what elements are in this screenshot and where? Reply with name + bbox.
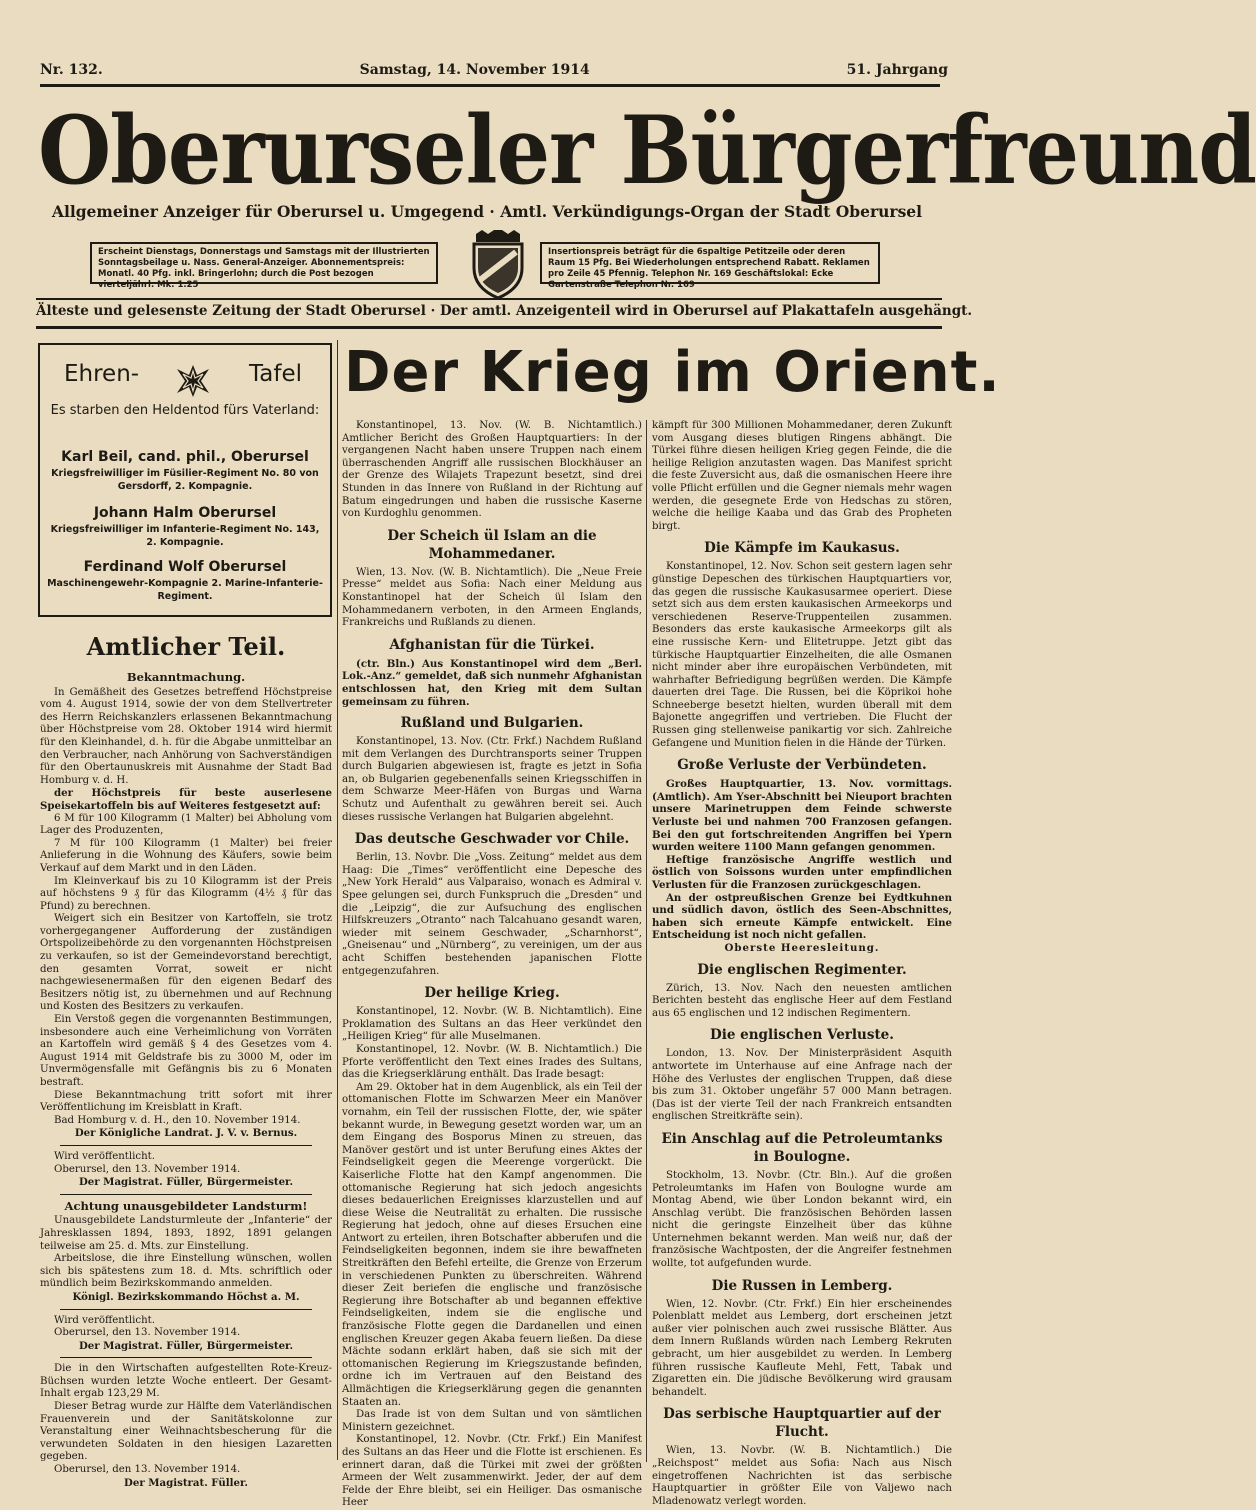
article-paragraph: Wien, 13. Nov. (W. B. Nichtamtlich). Die „Neue Freie Presse“ meldet aus Sofia: Nach einer Meldung aus Konstantinopel hat der Scheich ül Islam den Mohammedanern verboten, in den Armeen Englands, Frankreichs und Rußlands zu dienen.: [342, 566, 642, 629]
volume: 51. Jahrgang: [846, 62, 948, 78]
article-paragraph: Berlin, 13. Novbr. Die „Voss. Zeitung“ meldet aus dem Haag: Die „Times“ veröffentlicht eine Depesche des „New York Herald“ aus Valparaiso, wonach es Admiral v. Spee gelungen sei, durch Funkspruch die „Dresden“ und die „Leipzig“, die zur Aufsuchung des englischen Hilfskreuzers „Otranto“ nach Talcahuano gesandt waren, wieder mit seinem Geschwader, „Scharnhorst“, „Gneisenau“ und „Nürnberg“, zu vereinigen, um der aus acht Schiffen bestehenden japanischen Flotte entgegenzufahren.: [342, 852, 642, 977]
article-heading: Der Scheich ül Islam an die Mohammedaner.: [387, 527, 597, 562]
article-paragraph: Zürich, 13. Nov. Nach den neuesten amtlichen Berichten besteht das englische Heer auf dem Festland aus 65 englischen und 12 indischen Regimentern.: [652, 982, 952, 1019]
masthead-title: Oberurseler Bürgerfreund: [38, 94, 1256, 206]
article-heading: Die Russen in Lemberg.: [711, 1277, 893, 1294]
article-paragraph: kämpft für 300 Millionen Mohammedaner, deren Zukunft vom Ausgang dieses blutigen Ringens abhängt. Die Türkei führe diesen heiligen Krieg gegen Feinde, die die heilige Religion anzutasten wagen. Das Manifest spricht die feste Zuversicht aus, daß die osmanischen Heere ihre volle Pflicht erfüllen und die Gegner niemals mehr wagen werden, die gesegnete Erde von Hedschas zu stören, welche die heilige Kaaba und das Grab des Propheten birgt.: [652, 420, 952, 532]
article-paragraph: Am 29. Oktober hat in dem Augenblick, als ein Teil der ottomanischen Flotte im Schwarzen Meer ein Manöver vornahm, ein Teil der russischen Flotte, der, wie später bekannt wurde, in Bewegung gesetzt worden war, um an dem Eingang des Bosporus Minen zu streuen, das Manöver gestört und ist unter Berufung eines Aktes der Feindseligkeit gegen die Meerenge vorgerückt. Die Kaiserliche Flotte hat den Kampf angenommen. Die ottomanische Regierung hat sich jedoch angesichts dieses bedauerlichen Ereignisses klarzustellen und auf diese Weise die Neutralität zu erhalten. Die russische Regierung hat jedoch, ohne auf dieses Ersuchen eine Antwort zu erteilen, ihren Botschafter abberufen und die Feindseligkeiten begonnen, indem sie ihre bewaffneten Streitkräften den Befehl erteilte, die Grenze von Erzerum in verschiedenen Punkten zu überschreiten. Während dieser Zeit beriefen die englische und französische Regierung ihre Botschafter ab und begannen effektive Feindseligkeiten, indem sie die englische und französische Flotte gegen die Dardanellen und einen englischen Kreuzer gegen Akaba feuern ließen. Da diese Mächte sodann erklärt haben, daß sie sich mit der ottomanischen Regierung im Kriegszustande befinden, ordne ich im Vertrauen auf den Beistand des Allmächtigen die Kriegserklärung gegen die genannten Staaten an.: [342, 1081, 642, 1408]
main-headline: Der Krieg im Orient.: [344, 340, 1001, 405]
article-paragraph: Konstantinopel, 13. Nov. (Ctr. Frkf.) Nachdem Rußland mit dem Verlangen des Durchtransports seiner Truppen durch Bulgarien abgewiesen ist, fragte es jetzt in Sofia an, ob Bulgarien gegebenenfalls seinen Kriegsschiffen in dem Schwarze Meer-Häfen von Burgas und Warna Schutz und Aufenthalt zu gewähren bereit sei. Auch dieses russische Verlangen hat Bulgarien abgelehnt.: [342, 736, 642, 823]
article-paragraph: Konstantinopel, 12. Novbr. (W. B. Nichtamtlich). Eine Proklamation des Sultans an das Heer verkündet den „Heiligen Krieg“ für alle Muselmanen.: [342, 1006, 642, 1043]
article-heading: Große Verluste der Verbündeten.: [677, 757, 927, 774]
article-paragraph: London, 13. Nov. Der Ministerpräsident Asquith antwortete im Unterhause auf eine Anfrage nach der Höhe des Verlustes der englischen Truppen, daß diese bis zum 31. Oktober ungefähr 57 000 Mann betragen. (Das ist der vierte Teil der nach Frankreich entsandten englischen Streitkräfte sein).: [652, 1048, 952, 1123]
issue-number: Nr. 132.: [40, 62, 103, 78]
divider: [60, 1309, 312, 1310]
honor-title-right: Tafel: [249, 361, 302, 387]
subscription-info-box: [90, 242, 438, 290]
masthead-top-rule: [40, 84, 940, 87]
honor-name-3: Ferdinand Wolf Oberursel: [83, 559, 287, 575]
article-paragraph: Heftige französische Angriffe westlich und östlich von Soissons wurden unter empfindlichen Verlusten für die Franzosen zurückgeschlagen.: [652, 853, 952, 891]
article-paragraph: Wien, 13. Novbr. (W. B. Nichtamtlich.) Die „Reichspost“ meldet aus Sofia: Nach aus Nisch eingetroffenen Nachrichten ist das serbische Hauptquartier in größter Eile von Valjewo nach Mladenowatz verlegt worden.: [652, 1445, 952, 1507]
article-paragraph: Wien, 12. Novbr. (Ctr. Frkf.) Ein hier erscheinendes Polenblatt meldet aus Lemberg, dort erscheinen jetzt außer vier polnischen auch zwei russische Blätter. Aus dem Innern Rußlands würden nach Lemberg Rekruten gebracht, um hier ausgebildet zu werden. In Lemberg führen russische Kaufleute Mehl, Fett, Tabak und Zigaretten ein. Die jüdische Bevölkerung wird grausam behandelt.: [652, 1298, 952, 1398]
publication-date: Oberursel, den 13. November 1914.: [54, 1327, 241, 1339]
army-command-signature: Oberste Heeresleitung.: [724, 941, 880, 954]
publication-note: Wird veröffentlicht.: [54, 1150, 156, 1162]
column-rule: [337, 340, 338, 1460]
red-cross-paragraph: Die in den Wirtschaften aufgestellten Rote-Kreuz-Büchsen wurden letzte Woche entleert. Der Gesamt-Inhalt ergab 123,29 M.: [40, 1363, 332, 1400]
bek-paragraph: Diese Bekanntmachung tritt sofort mit ihrer Veröffentlichung im Kreisblatt in Kraft.: [40, 1089, 332, 1114]
subscription-info-text: Erscheint Dienstags, Donnerstags und Samstags mit der Illustrierten Sonntagsbeilage u. Nass. General-Anzeiger. Abonnementspreis: Monatl. 40 Pfg. inkl. Bringerlohn; durch die Post bezogen vierteljährl. Mk. 1.25: [98, 247, 430, 290]
landsturm-title: Achtung unausgebildeter Landsturm!: [64, 1198, 308, 1213]
bek-paragraph: In Gemäßheit des Gesetzes betreffend Höchstpreise vom 4. August 1914, sowie der von dem Stellvertreter des Herrn Reichskanzlers erlassenen Bekanntmachung über Höchstpreise vom 28. Oktober 1914 wird hiermit für den Kleinhandel, d. h. für die Abgabe unmittelbar an den Verbraucher, nach Anhörung von Sachverständigen für den Obertaunuskreis mit Ausnahme der Stadt Bad Homburg v. d. H.: [40, 686, 332, 786]
bek-paragraph: 6 M für 100 Kilogramm (1 Malter) bei Abholung vom Lager des Produzenten,: [40, 812, 332, 837]
city-crest-icon: [468, 228, 528, 300]
bek-signature: Der Königliche Landrat. J. V. v. Bernus.: [74, 1127, 298, 1140]
article-paragraph: Konstantinopel, 13. Nov. (W. B. Nichtamtlich.) Amtlicher Bericht des Großen Hauptquartiers: In der vergangenen Nacht haben unsere Truppen nach einem überraschenden Angriff alle russischen Blockhäuser an der Grenze des Wilajets Trapezunt besetzt, sind drei Stunden in das Innere von Rußland in der Richtung auf Batum eingedrungen und haben die russische Kaserne von Kurdoghlu genommen.: [342, 420, 642, 520]
divider: [60, 1145, 312, 1146]
bek-paragraph: der Höchstpreis für beste auserlesene Speisekartoffeln bis auf Weiteres festgesetzt auf:: [40, 787, 332, 812]
official-section-title: Amtlicher Teil.: [86, 632, 286, 661]
dateline: [40, 58, 948, 82]
honor-detail-3: Maschinengewehr-Kompagnie 2. Marine-Infanterie-Regiment.: [47, 578, 323, 602]
honor-name-2: Johann Halm Oberursel: [93, 505, 277, 521]
bek-place: Bad Homburg v. d. H., den 10. November 1914.: [54, 1114, 301, 1126]
landsturm-signature: Königl. Bezirkskommando Höchst a. M.: [72, 1290, 300, 1303]
article-heading: Rußland und Bulgarien.: [400, 715, 584, 732]
honor-board: [38, 343, 332, 617]
publication-date: Oberursel, den 13. November 1914.: [54, 1163, 241, 1175]
war-column-middle: [342, 420, 642, 1509]
red-cross-signature: Der Magistrat. Füller.: [124, 1476, 248, 1489]
red-cross-date: Oberursel, den 13. November 1914.: [54, 1464, 241, 1476]
article-paragraph: Stockholm, 13. Novbr. (Ctr. Bln.). Auf die großen Petroleumtanks im Hafen von Boulogne wurde am Montag Abend, wie über London bekannt wird, ein Anschlag verübt. Die französischen Behörden lassen nicht die geringste Einzelheit über das kühne Unternehmen bekannt werden. Man weiß nur, daß der französische Wachtposten, der die Angreifer festnehmen wollte, tot aufgefunden wurde.: [652, 1169, 952, 1270]
article-heading: Ein Anschlag auf die Petroleumtanks in Boulogne.: [661, 1130, 943, 1165]
publication-note: Wird veröffentlicht.: [54, 1314, 156, 1326]
iron-cross-icon: [173, 361, 213, 401]
war-column-right: [652, 420, 952, 1507]
magistrate-signature: Der Magistrat. Füller, Bürgermeister.: [78, 1339, 294, 1352]
strap-bottom-rule: [36, 326, 942, 329]
magistrate-signature: Der Magistrat. Füller, Bürgermeister.: [78, 1176, 294, 1189]
honor-board-title: [40, 355, 330, 395]
honor-intro: Es starben den Heldentod fürs Vaterland:: [50, 403, 320, 418]
article-paragraph: Konstantinopel, 12. Novbr. (W. B. Nichtamtlich.) Die Pforte veröffentlicht den Text eines Irades des Sultans, das die Kriegserklärung enthält. Das Irade besagt:: [342, 1043, 642, 1081]
divider: [60, 1357, 312, 1358]
masthead-subtitle: Allgemeiner Anzeiger für Oberursel u. Umgegend · Amtl. Verkündigungs-Organ der Stadt Oberursel: [51, 202, 923, 221]
article-heading: Das deutsche Geschwader vor Chile.: [354, 831, 630, 848]
advertising-info-text: Insertionspreis beträgt für die 6spaltige Petitzeile oder deren Raum 15 Pfg. Bei Wiederholungen entsprechend Rabatt. Reklamen pro Zeile 45 Pfennig. Telephon Nr. 169 Geschäftslokal: Ecke Gartenstraße Telephon Nr. 169: [548, 247, 870, 290]
bek-paragraph: Im Kleinverkauf bis zu 10 Kilogramm ist der Preis auf höchstens 9 ₰ für das Kilogramm (4½ ₰ für das Pfund) zu berechnen.: [40, 875, 332, 912]
honor-detail-1: Kriegsfreiwilliger im Füsilier-Regiment No. 80 von Gersdorff, 2. Kompagnie.: [51, 468, 319, 492]
article-paragraph: Konstantinopel, 12. Nov. Schon seit gestern lagen sehr günstige Depeschen des türkischen Hauptquartiers vor, das gegen die russische Kaukasusarmee operiert. Diese setzt sich aus dem ersten kaukasischen Armeekorps und verschiedenen Reserve-Truppenteilen zusammen. Besonders das erste kaukasische Armeekorps gilt als eine russische Kern- und Elitetruppe. Jetzt gibt das türkische Hauptquartier Einzelheiten, die alle Osmanen nicht minder aber ihre europäischen Verbündeten, mit wahrhafter Befriedigung begrüßen werden. Die Kämpfe dauerten drei Tage. Die Russen, bei die Köprikoi hohe Schneeberge besetzt hielten, wurden überall mit dem Bajonette angegriffen und vertrieben. Die Flucht der Russen ging stellenweise panikartig vor sich. Zahlreiche Gefangene und Munition fielen in die Hände der Türken.: [652, 561, 952, 749]
issue-date: Samstag, 14. November 1914: [359, 62, 590, 78]
honor-title-left: Ehren-: [64, 361, 140, 387]
bek-title: Bekanntmachung.: [126, 670, 246, 684]
article-heading: Der heilige Krieg.: [424, 985, 560, 1002]
article-heading: Die Kämpfe im Kaukasus.: [704, 540, 900, 557]
official-column: [40, 668, 332, 1489]
article-paragraph: (ctr. Bln.) Aus Konstantinopel wird dem „Berl. Lok.-Anz.“ gemeldet, daß sich nunmehr Afghanistan entschlossen hat, den Krieg mit dem Sultan gemeinsam zu führen.: [342, 657, 642, 708]
divider: [60, 1194, 312, 1195]
bek-paragraph: Ein Verstoß gegen die vorgenannten Bestimmungen, insbesondere auch eine Verheimlichung von Vorräten an Kartoffeln wird gemäß § 4 des Gesetzes vom 4. August 1914 mit Geldstrafe bis zu 3000 M, oder im Unvermögensfalle mit Gefängnis bis zu 6 Monaten bestraft.: [40, 1014, 332, 1088]
article-paragraph: Das Irade ist von dem Sultan und von sämtlichen Ministern gezeichnet.: [342, 1409, 642, 1433]
article-paragraph: Großes Hauptquartier, 13. Nov. vormittags. (Amtlich). Am Yser-Abschnitt bei Nieuport brachten unsere Marinetruppen dem Feinde schwerste Verluste bei und nahmen 700 Franzosen gefangen. Bei den gut fortschreitenden Angriffen bei Ypern wurden weitere 1100 Mann gefangen genommen.: [652, 778, 952, 854]
bek-paragraph: 7 M für 100 Kilogramm (1 Malter) bei freier Anlieferung in die Wohnung des Käufers, sowie beim Verkauf auf dem Markt und in den Läden.: [40, 837, 332, 874]
red-cross-paragraph: Dieser Betrag wurde zur Hälfte dem Vaterländischen Frauenverein und der Sanitätskolonne zur Veranstaltung einer Weihnachtsbescherung für die verwundeten Soldaten in den hiesigen Lazaretten gegeben.: [40, 1401, 332, 1463]
article-paragraph: An der ostpreußischen Grenze bei Eydtkuhnen und südlich davon, östlich des Seen-Abschnittes, haben sich erneute Kämpfe entwickelt. Eine Entscheidung ist noch nicht gefallen.: [652, 891, 952, 942]
article-heading: Afghanistan für die Türkei.: [389, 636, 595, 653]
honor-detail-2: Kriegsfreiwilliger im Infanterie-Regiment No. 143, 2. Kompagnie.: [50, 524, 320, 548]
honor-name-1: Karl Beil, cand. phil., Oberursel: [61, 449, 309, 465]
article-heading: Das serbische Hauptquartier auf der Flucht.: [663, 1406, 941, 1441]
landsturm-paragraph: Unausgebildete Landsturmleute der „Infanterie“ der Jahresklassen 1894, 1893, 1892, 1891 gelangen teilweise am 25. d. Mts. zur Einstellung.: [40, 1215, 332, 1252]
strap-top-rule: [36, 298, 942, 300]
strapline: Älteste und gelesenste Zeitung der Stadt Oberursel · Der amtl. Anzeigenteil wird in Oberursel auf Plakattafeln ausgehängt.: [36, 303, 973, 319]
advertising-info-box: [540, 242, 880, 290]
column-rule: [646, 420, 647, 1462]
article-heading: Die englischen Regimenter.: [697, 961, 907, 978]
landsturm-paragraph: Arbeitslose, die ihre Einstellung wünschen, wollen sich bis spätestens zum 18. d. Mts. schriftlich oder mündlich beim Bezirkskommando anmelden.: [40, 1253, 332, 1290]
bek-paragraph: Weigert sich ein Besitzer von Kartoffeln, sie trotz vorhergegangener Aufforderung der zuständigen Ortspolizeibehörde zu den vorgenannten Höchstpreisen zu verkaufen, so ist der Gemeindevorstand berechtigt, den gesamten Vorrat, soweit er nicht nachgewiesenermaßen für den eigenen Bedarf des Besitzers nötig ist, zu übernehmen und auf Rechnung und Kosten des Besitzers zu verkaufen.: [40, 913, 332, 1013]
article-heading: Die englischen Verluste.: [710, 1027, 894, 1044]
article-paragraph: Konstantinopel, 12. Novbr. (Ctr. Frkf.) Ein Manifest des Sultans an das Heer und die Flotte ist erschienen. Es erinnert daran, daß die Türkei mit zwei der größten Armeen der Welt zusammenwirkt. Jeder, der auf dem Felde der Ehre bleibt, sei ein Heiliger. Das osmanische Heer: [342, 1434, 642, 1509]
